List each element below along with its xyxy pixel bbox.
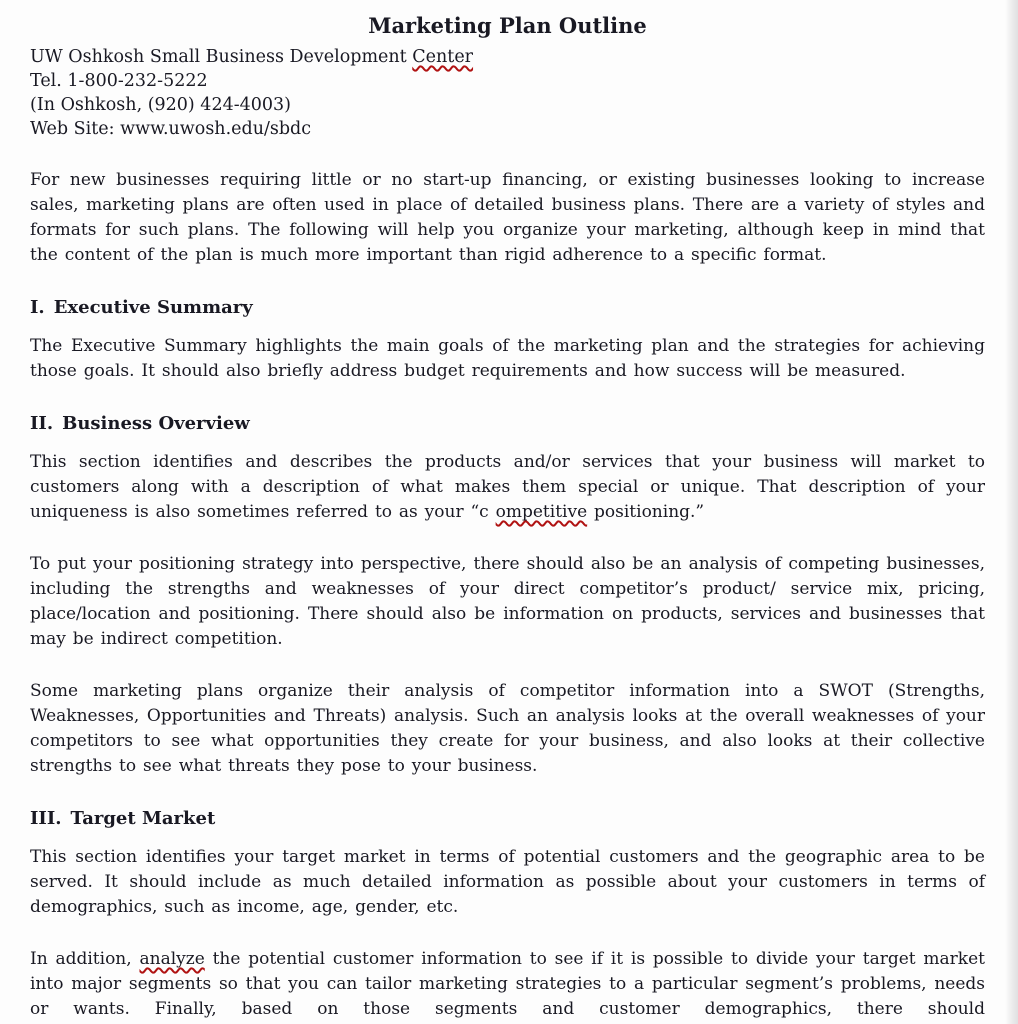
- paragraph: [30, 679, 985, 779]
- section-heading-executive-summary: [30, 296, 985, 320]
- paragraph-text: This section identifies and describes the products and/or services that your business will market to customers along with a description of what makes them special or unique. That description of your uniqueness is also sometimes referred to as your “c: [30, 452, 985, 522]
- phone-line: Tel. 1-800-232-5222: [30, 71, 208, 91]
- spellcheck-underline-word: Center: [412, 47, 474, 67]
- local-phone-line: (In Oshkosh, (920) 424-4003): [30, 95, 291, 115]
- paragraph-text: This section identifies your target market in terms of potential customers and the geographic area to be served. It should include as much detailed information as possible about your customers in terms of demographics, such as income, age, gender, etc.: [30, 847, 985, 917]
- paragraph-cut-off: [30, 947, 985, 1022]
- section-title-text: Executive Summary: [53, 297, 253, 318]
- org-name-text: UW Oshkosh Small Business Development: [30, 47, 413, 67]
- scan-edge-shadow: [1005, 0, 1018, 1024]
- paragraph-text: In addition,: [30, 949, 140, 969]
- section-heading-target-market: [30, 807, 985, 831]
- spellcheck-underline-word: analyze: [139, 949, 205, 969]
- section-number: III.: [30, 808, 62, 829]
- paragraph-text: To put your positioning strategy into perspective, there should also be an analysis of competing businesses, including the strengths and weaknesses of your direct competitor’s product/ service mix, pricing, place/location and positioning. There should also be information on products, services and businesses that may be indirect competition.: [30, 554, 985, 649]
- section-title-text: Business Overview: [62, 413, 250, 434]
- paragraph: [30, 450, 985, 525]
- section-number: II.: [30, 413, 54, 434]
- org-name-line: [30, 45, 985, 69]
- paragraph-text: For new businesses requiring little or no start-up financing, or existing businesses looking to increase sales, marketing plans are often used in place of detailed business plans. There are a variety of styles and formats for such plans. The following will help you organize your marketing, although keep in mind that the content of the plan is much more important than rigid adherence to a specific format.: [30, 170, 985, 265]
- section-title-text: Target Market: [70, 808, 216, 829]
- paragraph: [30, 552, 985, 652]
- paragraph: [30, 845, 985, 920]
- intro-paragraph: [30, 168, 985, 268]
- paragraph-text: The Executive Summary highlights the main goals of the marketing plan and the strategies for achieving those goals. It should also briefly address budget requirements and how success will be measured.: [30, 336, 985, 381]
- document-title: Marketing Plan Outline: [368, 13, 647, 38]
- section-heading-business-overview: [30, 412, 985, 436]
- paragraph: [30, 334, 985, 384]
- contact-block: [30, 45, 985, 141]
- website-line: Web Site: www.uwosh.edu/sbdc: [30, 119, 312, 139]
- paragraph-text: Some marketing plans organize their analysis of competitor information into a SWOT (Strengths, Weaknesses, Opportunities and Threats) analysis. Such an analysis looks at the overall weaknesses of your competitors to see what opportunities they create for your business, and also looks at their collective strengths to see what threats they pose to your business.: [30, 681, 985, 776]
- section-number: I.: [30, 297, 45, 318]
- spellcheck-underline-word: ompetitive: [495, 502, 588, 522]
- paragraph-text: the potential customer information to see if it is possible to divide your target market into major segments so that you can tailor marketing strategies to a particular segment’s problems, needs or wants. Finally, based on those segments and customer demographics, there should: [30, 949, 985, 1019]
- paragraph-text: positioning.”: [587, 502, 705, 522]
